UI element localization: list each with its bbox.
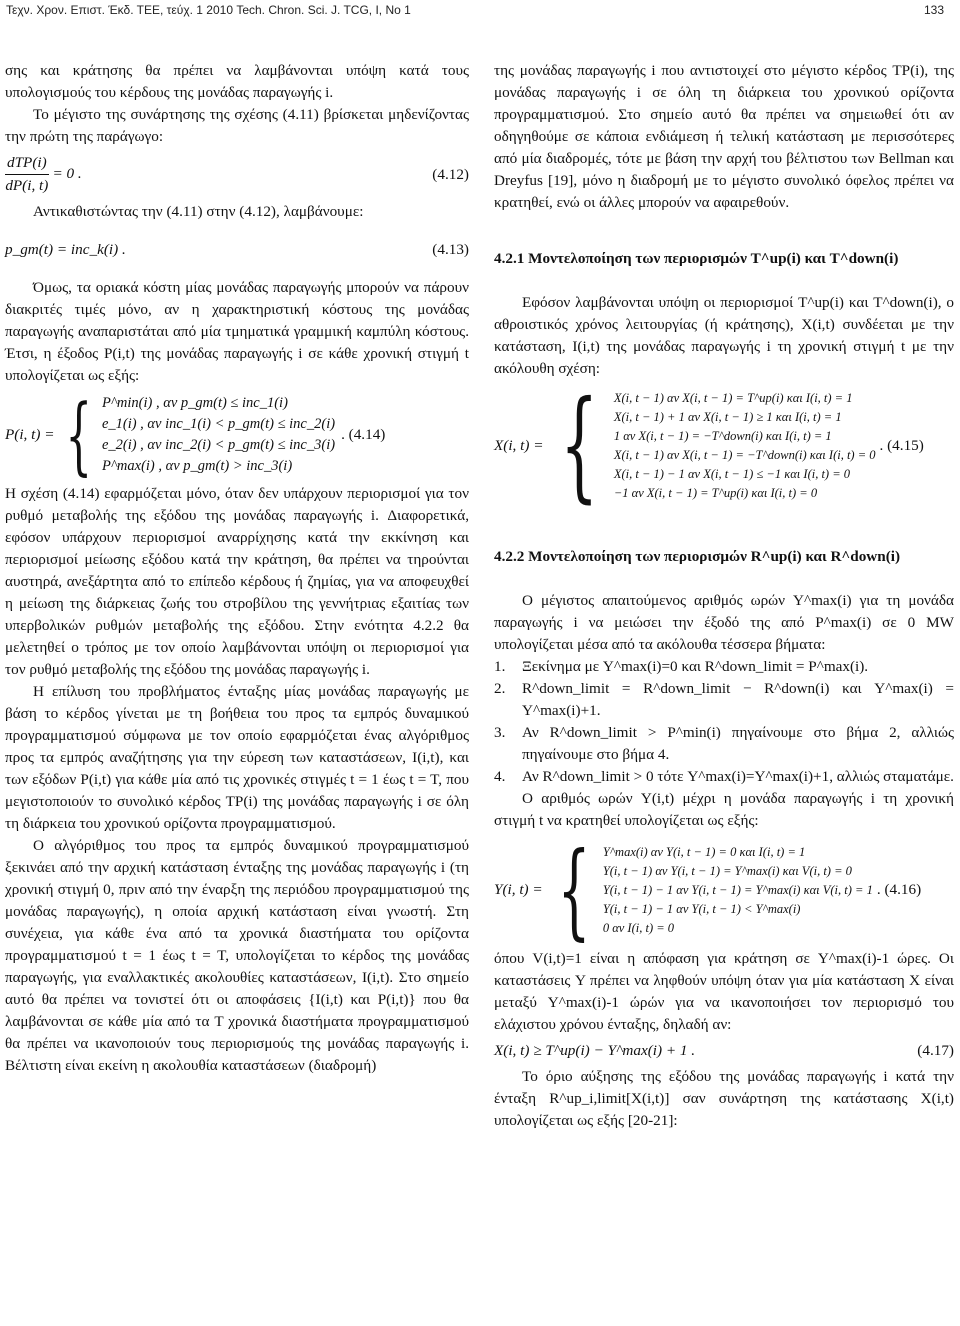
equation-body: X(i, t) ≥ T^up(i) − Y^max(i) + 1 .: [494, 1042, 696, 1059]
case-row: e_1(i) , αν inc_1(i) < p_gm(t) ≤ inc_2(i): [101, 416, 336, 432]
equation-4-17: [494, 1040, 954, 1062]
equation-number: . (4.15): [879, 437, 924, 454]
list-text: Ξεκίνημα με Y^max(i)=0 και R^down_limit = P^max(i).: [522, 658, 869, 675]
list-text: Αν R^down_limit > P^min(i) πηγαίνουμε στο βήμα 2, αλλιώς πηγαίνουμε στο βήμα 4.: [522, 724, 954, 763]
case-row: P^min(i) , αν p_gm(t) ≤ inc_1(i): [101, 395, 288, 411]
list-number: 3.: [494, 724, 506, 741]
paragraph: Όμως, τα οριακά κόστη μίας μονάδας παραγωγής μπορούν να πάρουν διακριτές τιμές μόνο, αν η χαρακτηριστική κόστους της μονάδας παραγωγής αναπαριστάται από μία τμηματικά γραμμική καμπύλη κόστους. Έτσι, η έξοδος P(i,t) της μονάδας παραγωγής i σε κάθε χρονική στιγμή t υπολογίζεται ως εξής:: [5, 279, 469, 384]
section-heading: 4.2.2 Μοντελοποίηση των περιορισμών R^up(i) και R^down(i): [494, 548, 901, 565]
section-heading: 4.2.1 Μοντελοποίηση των περιορισμών T^up(i) και T^down(i): [494, 250, 899, 267]
left-brace-icon: {: [557, 829, 591, 951]
fraction-numerator: dTP(i): [5, 152, 49, 175]
equation-number: (4.13): [432, 241, 469, 258]
case-row: P^max(i) , αν p_gm(t) > inc_3(i): [101, 458, 293, 474]
equation-4-14: [5, 386, 469, 484]
journal-citation: Τεχν. Χρον. Επιστ. Έκδ. ΤΕΕ, τεύχ. 1 2010 Tech. Chron. Sci. J. TCG, I, No 1: [6, 3, 411, 17]
equation-lhs: X(i, t) =: [494, 437, 544, 454]
steps-list: [494, 656, 954, 788]
case-row: Y(i, t − 1) − 1 αν Y(i, t − 1) < Y^max(i): [602, 901, 801, 916]
list-text: R^down_limit = R^down_limit − R^down(i) και Y^max(i) = Y^max(i)+1.: [522, 680, 954, 719]
equation-4-16: [494, 829, 954, 951]
paragraph: σης και κράτησης θα πρέπει να λαμβάνονται υπόψη κατά τους υπολογισμούς του κέρδους της μονάδας παραγωγής i.: [5, 62, 469, 101]
case-row: Y(i, t − 1) αν Y(i, t − 1) = Y^max(i) και V(i, t) = 0: [602, 863, 852, 878]
list-number: 2.: [494, 680, 506, 697]
page-number: 133: [923, 3, 944, 17]
paragraph: Το μέγιστο της συνάρτησης της σχέσης (4.11) βρίσκεται μηδενίζοντας την πρώτη της παράγωγο:: [5, 106, 469, 145]
case-row: −1 αν X(i, t − 1) = T^up(i) και I(i, t) = 0: [613, 486, 818, 500]
case-row: X(i, t − 1) αν X(i, t − 1) = T^up(i) και I(i, t) = 1: [613, 391, 853, 405]
case-row: 0 αν I(i, t) = 0: [602, 920, 675, 935]
paragraph: Εφόσον λαμβάνονται υπόψη οι περιορισμοί T^up(i) και T^down(i), ο αθροιστικός χρόνος λειτουργίας (ή κράτησης), X(i,t) συνδέεται με την κατάσταση, I(i,t) της μονάδας παραγωγής i τη χρονική στιγμή t με την ακόλουθη σχέση:: [494, 294, 954, 377]
fraction: [5, 152, 49, 197]
list-item: [494, 766, 954, 788]
case-row: e_2(i) , αν inc_2(i) < p_gm(t) ≤ inc_3(i): [101, 437, 336, 453]
list-text: Αν R^down_limit > 0 τότε Y^max(i)=Y^max(i)+1, αλλιώς σταματάμε.: [522, 768, 954, 785]
case-row: X(i, t − 1) + 1 αν X(i, t − 1) ≥ 1 και I(i, t) = 1: [613, 410, 842, 424]
paragraph: όπου V(i,t)=1 είναι η απόφαση για κράτηση σε Y^max(i)-1 ώρες. Οι καταστάσεις Y πρέπει να ληφθούν υπόψη όταν για μία κατάσταση X είναι μεταξύ Y^max(i)-1 ώρών για να ικανοποιήσει τον περιορισμό του ελάχιστου χρόνου ένταξης, δηλαδή αν:: [494, 950, 954, 1033]
list-number: 4.: [494, 768, 506, 785]
paragraph: Το όριο αύξησης της εξόδου της μονάδας παραγωγής i κατά την ένταξη R^up_i,limit[X(i,t)] σαν συνάρτηση της κατάστασης X(i,t) υπολογίζεται ως εξής [20-21]:: [494, 1068, 954, 1129]
case-row: X(i, t − 1) αν X(i, t − 1) = −T^down(i) και I(i, t) = 0: [613, 448, 876, 462]
fraction-denominator: dP(i, t): [5, 177, 49, 194]
equation-4-12: [5, 152, 469, 197]
paragraph: Ο μέγιστος απαιτούμενος αριθμός ωρών Y^max(i) για τη μονάδα παραγωγής i να μειώσει την έξοδό της από P^max(i) σε 0 MW υπολογίζεται μέσα από τα ακόλουθα τέσσερα βήματα:: [494, 592, 954, 653]
case-row: Y^max(i) αν Y(i, t − 1) = 0 και I(i, t) = 1: [602, 844, 806, 859]
list-number: 1.: [494, 658, 506, 675]
equation-4-15: [494, 376, 954, 515]
case-row: X(i, t − 1) − 1 αν X(i, t − 1) ≤ −1 και I(i, t) = 0: [613, 467, 851, 481]
cases-rows: [603, 843, 873, 938]
paragraph: Ο αλγόριθμος του προς τα εμπρός δυναμικού προγραμματισμού ξεκινάει από την αρχική κατάσταση ένταξης της μονάδας παραγωγής i (τη χρονική στιγμή 0, πριν από την έναρξη της περιόδου προγραμματισμού της μονάδας παραγωγής), η οποία αρχική κατάσταση είναι γνωστή. Στη συνέχεια, για κάθε ένα από τα χρονικά διαστήματα του ορίζοντα προγραμματισμού t = 1 έως t = T, υπολογίζεται το κέρδος της μονάδας παραγωγής, για εναλλακτικές ακολουθίες καταστάσεων, I(i,t). Στο σημείο αυτό θα πρέπει να τονιστεί ότι οι αποφάσεις {I(i,t) και P(i,t)} που θα λαμβάνονται σε κάθε μία από τα T χρονικά διαστήματα προγραμματισμού θα πρέπει να ικανοποιούν τους περιορισμούς της μονάδας παραγωγής i. Βέλτιστη είναι εκείνη η ακολουθία καταστάσεων (διαδρομή): [5, 837, 469, 1074]
left-brace-icon: {: [65, 386, 93, 484]
cases-rows: [102, 393, 335, 477]
right-column: [494, 60, 954, 1132]
paragraph: Η σχέση (4.14) εφαρμόζεται μόνο, όταν δεν υπάρχουν περιορισμοί για τον ρυθμό μεταβολής της εξόδου της μονάδας παραγωγής i. Διαφορετικά, εφόσον υπάρχουν περιορισμοί αναρρίχησης κατά την εκκίνηση και περιορισμοί μείωσης εξόδου κατά την κράτηση, θα πρέπει να τηρούνται αυστηρά, ανεξάρτητα από το επίπεδο κέρδους ή ζημίας, για να αποφευχθεί η μείωση της διάρκειας ζωής του στροβίλου της γεννήτριας εξαιτίας των υπερβολικών ρυθμών μεταβολής της εξόδου. Στην ενότητα 4.2.2 θα μελετηθεί ο τρόπος με τον οποίο λαμβάνονται υπόψη οι περιορισμοί για τον ρυθμό μεταβολής της εξόδου της μονάδας παραγωγής i.: [5, 485, 469, 678]
left-column: [5, 60, 469, 1077]
paragraph: της μονάδας παραγωγής i που αντιστοιχεί στο μέγιστο κέρδος TP(i), της μονάδας παραγωγής i σε όλη τη διάρκεια του χρονικού ορίζοντα προγραμματισμού. Στο σημείο αυτό θα πρέπει να σημειωθεί ότι αν οδηγηθούμε σε κάποια ενδιάμεση ή τελική κατάσταση με περισσότερες από μία διαδρομές, τότε με βάση την αρχή του βέλτιστου των Bellman και Dreyfus [19], μόνο η διαδρομή με το μέγιστο συνολικό όφελος πρέπει να κρατηθεί, ενώ οι άλλες μπορούν να αφαιρεθούν.: [494, 62, 954, 211]
list-item: [494, 722, 954, 766]
left-brace-icon: {: [560, 376, 599, 515]
running-header: [0, 0, 960, 20]
case-row: Y(i, t − 1) − 1 αν Y(i, t − 1) = Y^max(i) και V(i, t) = 1: [602, 882, 873, 897]
equation-lhs: P(i, t) =: [5, 426, 55, 443]
equation-number: . (4.14): [341, 426, 386, 443]
paragraph: Η επίλυση του προβλήματος ένταξης μίας μονάδας παραγωγής με βάση το κέρδος γίνεται με τη βοήθεια του προς τα εμπρός δυναμικού προγραμματισμού σύμφωνα με τον οποίο εφαρμόζεται ένας αλγόριθμος προς τα εμπρός αναζήτησης για την εύρεση των καταστάσεων, I(i,t), και των εξόδων P(i,t) για κάθε μία από τις χρονικές στιγμές t = 1 έως t = T, που μεγιστοποιούν το συνολικό κέρδος TP(i) της μονάδας παραγωγής i σε όλη τη διάρκεια του χρονικού ορίζοντα προγραμματισμού.: [5, 683, 469, 832]
list-item: [494, 656, 954, 678]
list-item: [494, 678, 954, 722]
cases-rows: [614, 389, 876, 503]
paragraph: Αντικαθιστώντας την (4.11) στην (4.12), λαμβάνουμε:: [33, 203, 364, 220]
equation-rhs: = 0 .: [52, 164, 82, 182]
case-row: 1 αν X(i, t − 1) = −T^down(i) και I(i, t) = 1: [613, 429, 832, 443]
equation-number: (4.17): [917, 1042, 954, 1059]
equation-number: . (4.16): [876, 881, 922, 898]
equation-number: (4.12): [432, 165, 469, 183]
equation-4-13: [5, 239, 469, 261]
equation-lhs: Y(i, t) =: [494, 881, 543, 898]
equation-body: p_gm(t) = inc_k(i) .: [5, 241, 126, 258]
paragraph: Ο αριθμός ωρών Y(i,t) μέχρι η μονάδα παραγωγής i τη χρονική στιγμή t να κρατηθεί υπολογίζεται ως εξής:: [494, 790, 954, 829]
